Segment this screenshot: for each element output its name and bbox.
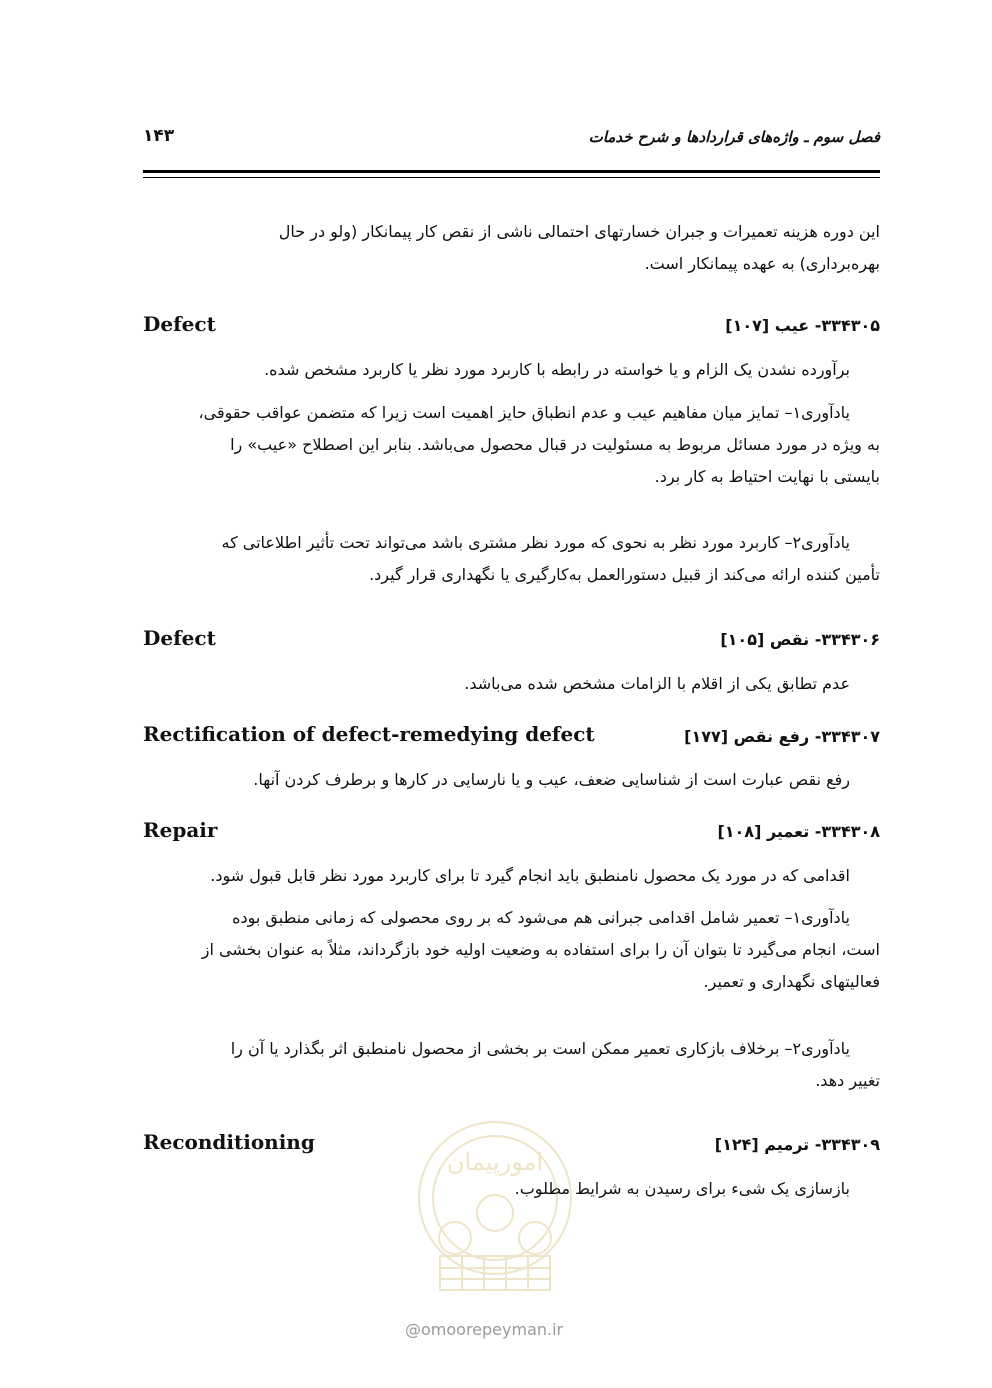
term-persian-334309: ۳۳۴۳۰۹- ترمیم [۱۲۴] (714, 1135, 880, 1154)
header-rule-thick (143, 170, 880, 173)
text-line: بایستی با نهایت احتیاط به کار برد. (654, 467, 880, 486)
text-line: بازسازی یک شیء برای رسیدن به شرایط مطلوب. (514, 1179, 850, 1198)
note2-334305 (143, 527, 880, 591)
note1-334308 (143, 902, 880, 998)
text-line: به ویژه در مورد مسائل مربوط به مسئولیت در قبال محصول می‌باشد. بنابر این اصطلاح «عیب» را (230, 435, 880, 454)
term-persian-334307: ۳۳۴۳۰۷- رفع نقص [۱۷۷] (684, 727, 880, 746)
header-rule-thin (143, 177, 880, 178)
watermark-logo-icon (400, 1118, 590, 1298)
text-line: بهره‌برداری) به عهده پیمانکار است. (644, 254, 880, 273)
text-line: این دوره هزینه تعمیرات و جبران خسارتهای احتمالی ناشی از نقص کار پیمانکار (ولو در حال (278, 222, 880, 241)
text-line: یادآوری۱– تعمیر شامل اقدامی جبرانی هم می‌شود که بر روی محصولی که زمانی منطبق بوده (232, 908, 850, 927)
intro-paragraph (143, 216, 880, 280)
definition-334305 (143, 354, 880, 386)
term-english-334308: Repair (143, 818, 218, 842)
term-persian-334306: ۳۳۴۳۰۶- نقص [۱۰۵] (720, 630, 880, 649)
definition-334308 (143, 860, 880, 892)
text-line: برآورده نشدن یک الزام و یا خواسته در رابطه با کاربرد مورد نظر یا کاربرد مشخص شده. (264, 360, 850, 379)
text-line: اقدامی که در مورد یک محصول نامنطبق باید انجام گیرد تا برای کاربرد مورد نظر قابل قبول شود. (210, 866, 850, 885)
watermark-url: @omoorepeyman.ir (405, 1320, 564, 1339)
term-english-334305: Defect (143, 312, 216, 336)
term-english-334309: Reconditioning (143, 1130, 315, 1154)
term-english-334307: Rectification of defect-remedying defect (143, 722, 595, 746)
text-line: یادآوری۲– برخلاف بازکاری تعمیر ممکن است بر بخشی از محصول نامنطبق اثر بگذارد یا آن را (230, 1039, 850, 1058)
note1-334305 (143, 397, 880, 493)
text-line: یادآوری۲– کاربرد مورد نظر به نحوی که مورد نظر مشتری باشد می‌تواند تحت تأثیر اطلاعاتی که (221, 533, 850, 552)
definition-334306 (143, 668, 880, 700)
running-header-title: فصل سوم ـ واژه‌های قراردادها و شرح خدمات (588, 128, 880, 146)
text-line: یادآوری۱– تمایز میان مفاهیم عیب و عدم انطباق حایز اهمیت است زیرا که متضمن عواقب حقوقی، (198, 403, 850, 422)
term-persian-334305: ۳۳۴۳۰۵- عیب [۱۰۷] (725, 316, 880, 335)
text-line: است، انجام می‌گیرد تا بتوان آن را برای استفاده به وضعیت اولیه خود بازگرداند، مثلاً به عنوان بخشی از (201, 940, 880, 959)
text-line: رفع نقص عبارت است از شناسایی ضعف، عیب و یا نارسایی در کارها و برطرف کردن آنها. (253, 770, 850, 789)
text-line: تغییر دهد. (815, 1071, 880, 1090)
term-english-334306: Defect (143, 626, 216, 650)
text-line: فعالیتهای نگهداری و تعمیر. (703, 972, 880, 991)
text-line: عدم تطابق یکی از اقلام با الزامات مشخص شده می‌باشد. (464, 674, 850, 693)
text-line: تأمین کننده ارائه می‌کند از قبیل دستورالعمل به‌کارگیری یا نگهداری قرار گیرد. (369, 565, 880, 584)
definition-334307 (143, 764, 880, 796)
watermark-logo-text: امورپیمان (446, 1148, 544, 1176)
term-persian-334308: ۳۳۴۳۰۸- تعمیر [۱۰۸] (717, 822, 880, 841)
note2-334308 (143, 1033, 880, 1097)
page-number: ۱۴۳ (143, 126, 175, 146)
